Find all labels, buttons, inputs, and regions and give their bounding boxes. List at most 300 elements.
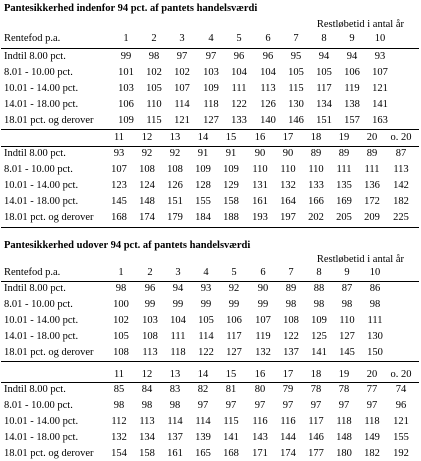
rate-band-label: 14.01 - 18.00 pct. xyxy=(4,331,79,342)
year-header: 9 xyxy=(349,33,355,44)
table-cell: 177 xyxy=(308,448,324,459)
table-cell: 111 xyxy=(364,164,380,175)
table-cell: 98 xyxy=(341,299,353,310)
table-cell: 103 xyxy=(118,83,134,94)
table-cell: 77 xyxy=(366,384,378,395)
year-header: 16 xyxy=(254,132,266,143)
table-cell: 108 xyxy=(113,347,129,358)
table-cell: 107 xyxy=(255,315,271,326)
table-cell: 102 xyxy=(146,67,162,78)
table-cell: 106 xyxy=(226,315,242,326)
table-cell: 118 xyxy=(203,99,219,110)
table-cell: 99 xyxy=(120,51,132,62)
divider xyxy=(1,129,419,130)
year-header: 4 xyxy=(203,267,209,278)
year-header: 19 xyxy=(338,132,350,143)
table-row xyxy=(0,284,421,296)
year-header-row xyxy=(0,34,421,46)
year-header-row xyxy=(0,268,421,280)
table-cell: 109 xyxy=(118,115,134,126)
rate-band-label: Indtil 8.00 pct. xyxy=(4,283,66,294)
rate-band-label: 18.01 pct. og derover xyxy=(4,212,94,223)
table-cell: 117 xyxy=(308,416,324,427)
table-cell: 172 xyxy=(364,196,380,207)
rate-band-label: 18.01 pct. og derover xyxy=(4,347,94,358)
table-cell: 103 xyxy=(142,315,158,326)
rate-band-label: Indtil 8.00 pct. xyxy=(4,148,66,159)
table-cell: 86 xyxy=(369,283,381,294)
table-cell: 89 xyxy=(285,283,297,294)
table-cell: 107 xyxy=(174,83,190,94)
year-header: o. 20 xyxy=(390,369,412,380)
table-cell: 182 xyxy=(393,196,409,207)
year-header: 19 xyxy=(338,369,350,380)
table-cell: 118 xyxy=(364,416,380,427)
table-cell: 92 xyxy=(141,148,153,159)
table-cell: 117 xyxy=(316,83,332,94)
table-cell: 109 xyxy=(195,164,211,175)
table-cell: 164 xyxy=(280,196,296,207)
table-cell: 188 xyxy=(223,212,239,223)
table-cell: 122 xyxy=(198,347,214,358)
table-cell: 78 xyxy=(310,384,322,395)
table-cell: 193 xyxy=(252,212,268,223)
table-cell: 192 xyxy=(393,448,409,459)
table-cell: 94 xyxy=(172,283,184,294)
table-cell: 115 xyxy=(223,416,239,427)
table-cell: 151 xyxy=(316,115,332,126)
table-cell: 97 xyxy=(197,400,209,411)
table-cell: 93 xyxy=(113,148,125,159)
table-cell: 109 xyxy=(203,83,219,94)
table-cell: 97 xyxy=(254,400,266,411)
table-cell: 171 xyxy=(252,448,268,459)
year-header: 20 xyxy=(366,369,378,380)
table-row xyxy=(0,181,421,193)
table-cell: 102 xyxy=(174,67,190,78)
rate-label: Rentefod p.a. xyxy=(4,33,61,44)
year-header: 3 xyxy=(179,33,185,44)
table-cell: 98 xyxy=(115,283,127,294)
table-cell: 108 xyxy=(139,164,155,175)
table-cell: 127 xyxy=(339,331,355,342)
table-cell: 98 xyxy=(141,400,153,411)
rate-band-label: 18.01 pct. og derover xyxy=(4,115,94,126)
year-header: 7 xyxy=(288,267,294,278)
table-cell: 126 xyxy=(260,99,276,110)
table-cell: 184 xyxy=(195,212,211,223)
table-cell: 94 xyxy=(318,51,330,62)
year-header: 5 xyxy=(231,267,237,278)
year-header: 3 xyxy=(175,267,181,278)
table-cell: 114 xyxy=(174,99,190,110)
table-cell: 158 xyxy=(139,448,155,459)
rate-band-label: Indtil 8.00 pct. xyxy=(4,384,66,395)
table-cell: 118 xyxy=(336,416,352,427)
table-cell: 163 xyxy=(372,115,388,126)
year-header: 5 xyxy=(236,33,242,44)
table-cell: 121 xyxy=(174,115,190,126)
table-cell: 79 xyxy=(282,384,294,395)
year-header: 15 xyxy=(225,132,237,143)
table-cell: 129 xyxy=(223,180,239,191)
table-cell: 111 xyxy=(231,83,247,94)
table-cell: 166 xyxy=(308,196,324,207)
table-cell: 104 xyxy=(231,67,247,78)
table-cell: 144 xyxy=(280,432,296,443)
table-cell: 179 xyxy=(167,212,183,223)
table-cell: 109 xyxy=(311,315,327,326)
year-header: 8 xyxy=(321,33,327,44)
table-cell: 119 xyxy=(255,331,271,342)
table-cell: 110 xyxy=(339,315,355,326)
table-cell: 130 xyxy=(367,331,383,342)
table-cell: 110 xyxy=(280,164,296,175)
table-cell: 125 xyxy=(311,331,327,342)
table-cell: 90 xyxy=(282,148,294,159)
table-row xyxy=(0,417,421,429)
divider xyxy=(1,382,419,383)
table-cell: 88 xyxy=(313,283,325,294)
table-cell: 112 xyxy=(111,416,127,427)
table-cell: 115 xyxy=(146,115,162,126)
table-cell: 93 xyxy=(200,283,212,294)
table-cell: 91 xyxy=(225,148,237,159)
table-cell: 133 xyxy=(231,115,247,126)
table-cell: 113 xyxy=(393,164,409,175)
table-cell: 113 xyxy=(260,83,276,94)
table-cell: 134 xyxy=(139,432,155,443)
table-cell: 140 xyxy=(260,115,276,126)
table-cell: 98 xyxy=(369,299,381,310)
table-cell: 92 xyxy=(228,283,240,294)
rate-band-label: 8.01 - 10.00 pct. xyxy=(4,164,73,175)
table-cell: 82 xyxy=(197,384,209,395)
table-row xyxy=(0,300,421,312)
table-cell: 107 xyxy=(372,67,388,78)
table-cell: 98 xyxy=(169,400,181,411)
year-header: 10 xyxy=(374,33,386,44)
table-cell: 150 xyxy=(367,347,383,358)
rate-band-label: 10.01 - 14.00 pct. xyxy=(4,180,79,191)
year-header: 6 xyxy=(260,267,266,278)
table-cell: 114 xyxy=(167,416,183,427)
table-cell: 145 xyxy=(111,196,127,207)
table-cell: 104 xyxy=(260,67,276,78)
table-cell: 108 xyxy=(142,331,158,342)
table-cell: 139 xyxy=(195,432,211,443)
table-cell: 105 xyxy=(113,331,129,342)
table-cell: 155 xyxy=(195,196,211,207)
year-header: 17 xyxy=(282,132,294,143)
table-cell: 108 xyxy=(167,164,183,175)
table-cell: 141 xyxy=(372,99,388,110)
table-cell: 105 xyxy=(198,315,214,326)
table-cell: 143 xyxy=(252,432,268,443)
table-cell: 89 xyxy=(366,148,378,159)
table-cell: 148 xyxy=(336,432,352,443)
table-cell: 134 xyxy=(316,99,332,110)
year-header: 1 xyxy=(123,33,129,44)
table-cell: 141 xyxy=(223,432,239,443)
table-cell: 165 xyxy=(195,448,211,459)
table-cell: 148 xyxy=(139,196,155,207)
table-cell: 110 xyxy=(146,99,162,110)
table-cell: 109 xyxy=(223,164,239,175)
year-header: 15 xyxy=(225,369,237,380)
table-cell: 97 xyxy=(338,400,350,411)
divider xyxy=(1,146,419,147)
table-cell: 104 xyxy=(170,315,186,326)
table-cell: 89 xyxy=(338,148,350,159)
table-cell: 106 xyxy=(118,99,134,110)
table-cell: 151 xyxy=(167,196,183,207)
year-header: 18 xyxy=(310,132,322,143)
year-header: 2 xyxy=(147,267,153,278)
table-cell: 98 xyxy=(113,400,125,411)
table-cell: 96 xyxy=(144,283,156,294)
table-row xyxy=(0,52,421,64)
table-cell: 116 xyxy=(252,416,268,427)
table-row xyxy=(0,165,421,177)
rate-band-label: Indtil 8.00 pct. xyxy=(4,51,66,62)
table-cell: 85 xyxy=(113,384,125,395)
table-cell: 113 xyxy=(142,347,158,358)
table-cell: 103 xyxy=(203,67,219,78)
table-row xyxy=(0,68,421,80)
table-cell: 97 xyxy=(225,400,237,411)
table-cell: 123 xyxy=(111,180,127,191)
table-cell: 98 xyxy=(148,51,160,62)
year-header: 14 xyxy=(197,132,209,143)
table-cell: 78 xyxy=(338,384,350,395)
year-header: 1 xyxy=(118,267,124,278)
table-cell: 114 xyxy=(198,331,214,342)
table-cell: 155 xyxy=(393,432,409,443)
table-cell: 93 xyxy=(374,51,386,62)
table-cell: 92 xyxy=(169,148,181,159)
year-header: 17 xyxy=(282,369,294,380)
table-cell: 117 xyxy=(226,331,242,342)
table-cell: 74 xyxy=(395,384,407,395)
table-cell: 146 xyxy=(308,432,324,443)
year-header: o. 20 xyxy=(390,132,412,143)
rate-band-label: 8.01 - 10.00 pct. xyxy=(4,67,73,78)
year-header: 2 xyxy=(151,33,157,44)
table-cell: 97 xyxy=(366,400,378,411)
table-cell: 157 xyxy=(344,115,360,126)
table-row xyxy=(0,100,421,112)
table-cell: 80 xyxy=(254,384,266,395)
table-cell: 174 xyxy=(139,212,155,223)
year-header: 6 xyxy=(265,33,271,44)
table-cell: 168 xyxy=(111,212,127,223)
table-row xyxy=(0,348,421,360)
table-cell: 99 xyxy=(228,299,240,310)
rate-band-label: 14.01 - 18.00 pct. xyxy=(4,196,79,207)
rate-band-label: 8.01 - 10.00 pct. xyxy=(4,400,73,411)
year-header: 18 xyxy=(310,369,322,380)
table-cell: 126 xyxy=(167,180,183,191)
table-cell: 87 xyxy=(395,148,407,159)
table-cell: 124 xyxy=(139,180,155,191)
rate-label: Rentefod p.a. xyxy=(4,267,61,278)
table-cell: 132 xyxy=(255,347,271,358)
divider xyxy=(1,48,419,49)
table-cell: 131 xyxy=(252,180,268,191)
table-row xyxy=(0,449,421,461)
table-cell: 121 xyxy=(372,83,388,94)
table-cell: 161 xyxy=(252,196,268,207)
section-title: Pantesikkerhed indenfor 94 pct. af pantets handelsværdi xyxy=(4,3,258,14)
table-cell: 114 xyxy=(195,416,211,427)
table-cell: 209 xyxy=(364,212,380,223)
table-cell: 110 xyxy=(308,164,324,175)
table-cell: 127 xyxy=(203,115,219,126)
table-cell: 95 xyxy=(290,51,302,62)
table-cell: 111 xyxy=(367,315,383,326)
table-cell: 113 xyxy=(139,416,155,427)
term-label: Restløbetid i antal år xyxy=(316,254,404,265)
table-cell: 97 xyxy=(282,400,294,411)
table-cell: 107 xyxy=(111,164,127,175)
table-cell: 154 xyxy=(111,448,127,459)
table-cell: 105 xyxy=(288,67,304,78)
rate-band-label: 10.01 - 14.00 pct. xyxy=(4,416,79,427)
table-cell: 105 xyxy=(316,67,332,78)
year-header: 12 xyxy=(141,369,153,380)
table-row xyxy=(0,149,421,161)
table-cell: 106 xyxy=(344,67,360,78)
table-cell: 98 xyxy=(313,299,325,310)
table-cell: 83 xyxy=(169,384,181,395)
table-cell: 138 xyxy=(344,99,360,110)
table-cell: 158 xyxy=(223,196,239,207)
year-header: 13 xyxy=(169,132,181,143)
year-header: 4 xyxy=(208,33,214,44)
table-cell: 122 xyxy=(231,99,247,110)
table-cell: 180 xyxy=(336,448,352,459)
table-cell: 81 xyxy=(225,384,237,395)
table-cell: 97 xyxy=(176,51,188,62)
table-cell: 197 xyxy=(280,212,296,223)
table-cell: 111 xyxy=(170,331,186,342)
table-cell: 122 xyxy=(283,331,299,342)
table-cell: 205 xyxy=(336,212,352,223)
table-row xyxy=(0,433,421,445)
table-cell: 91 xyxy=(197,148,209,159)
year-header: 14 xyxy=(197,369,209,380)
table-cell: 94 xyxy=(346,51,358,62)
table-cell: 132 xyxy=(280,180,296,191)
rate-band-label: 8.01 - 10.00 pct. xyxy=(4,299,73,310)
table-cell: 101 xyxy=(118,67,134,78)
year-header: 10 xyxy=(369,267,381,278)
table-cell: 115 xyxy=(288,83,304,94)
rate-band-label: 14.01 - 18.00 pct. xyxy=(4,432,79,443)
table-cell: 96 xyxy=(395,400,407,411)
table-cell: 116 xyxy=(280,416,296,427)
year-header: 16 xyxy=(254,369,266,380)
table-cell: 96 xyxy=(233,51,245,62)
term-label: Restløbetid i antal år xyxy=(316,19,404,30)
table-cell: 225 xyxy=(393,212,409,223)
table-cell: 133 xyxy=(308,180,324,191)
year-header: 8 xyxy=(316,267,322,278)
table-cell: 99 xyxy=(172,299,184,310)
year-header: 11 xyxy=(113,369,125,380)
table-row xyxy=(0,197,421,209)
table-cell: 174 xyxy=(280,448,296,459)
table-cell: 137 xyxy=(167,432,183,443)
table-cell: 102 xyxy=(113,315,129,326)
rate-band-label: 18.01 pct. og derover xyxy=(4,448,94,459)
table-cell: 90 xyxy=(254,148,266,159)
table-cell: 127 xyxy=(226,347,242,358)
table-cell: 128 xyxy=(195,180,211,191)
table-cell: 130 xyxy=(288,99,304,110)
year-header-row xyxy=(0,133,421,145)
table-cell: 121 xyxy=(393,416,409,427)
table-cell: 90 xyxy=(257,283,269,294)
table-cell: 136 xyxy=(364,180,380,191)
rate-band-label: 10.01 - 14.00 pct. xyxy=(4,315,79,326)
table-cell: 97 xyxy=(205,51,217,62)
table-row xyxy=(0,385,421,397)
table-cell: 168 xyxy=(223,448,239,459)
table-row xyxy=(0,316,421,328)
table-cell: 87 xyxy=(341,283,353,294)
table-cell: 202 xyxy=(308,212,324,223)
table-cell: 97 xyxy=(310,400,322,411)
table-cell: 137 xyxy=(283,347,299,358)
year-header: 13 xyxy=(169,369,181,380)
table-cell: 132 xyxy=(111,432,127,443)
table-cell: 169 xyxy=(336,196,352,207)
table-cell: 110 xyxy=(252,164,268,175)
rate-band-label: 10.01 - 14.00 pct. xyxy=(4,83,79,94)
table-cell: 111 xyxy=(336,164,352,175)
year-header: 20 xyxy=(366,132,378,143)
table-row xyxy=(0,332,421,344)
divider xyxy=(1,361,419,362)
year-header-row xyxy=(0,370,421,382)
table-row xyxy=(0,401,421,413)
divider xyxy=(1,227,419,228)
table-row xyxy=(0,213,421,225)
year-header: 9 xyxy=(344,267,350,278)
table-cell: 182 xyxy=(364,448,380,459)
table-cell: 141 xyxy=(311,347,327,358)
table-cell: 99 xyxy=(257,299,269,310)
table-cell: 99 xyxy=(200,299,212,310)
year-header: 7 xyxy=(293,33,299,44)
table-cell: 99 xyxy=(144,299,156,310)
divider xyxy=(1,281,419,282)
table-cell: 161 xyxy=(167,448,183,459)
year-header: 12 xyxy=(141,132,153,143)
table-cell: 149 xyxy=(364,432,380,443)
table-cell: 146 xyxy=(288,115,304,126)
year-header: 11 xyxy=(113,132,125,143)
table-row xyxy=(0,116,421,128)
table-cell: 96 xyxy=(262,51,274,62)
table-cell: 118 xyxy=(170,347,186,358)
table-cell: 135 xyxy=(336,180,352,191)
table-cell: 98 xyxy=(285,299,297,310)
table-cell: 119 xyxy=(344,83,360,94)
section-title: Pantesikkerhed udover 94 pct. af pantets handelsværdi xyxy=(4,240,251,251)
